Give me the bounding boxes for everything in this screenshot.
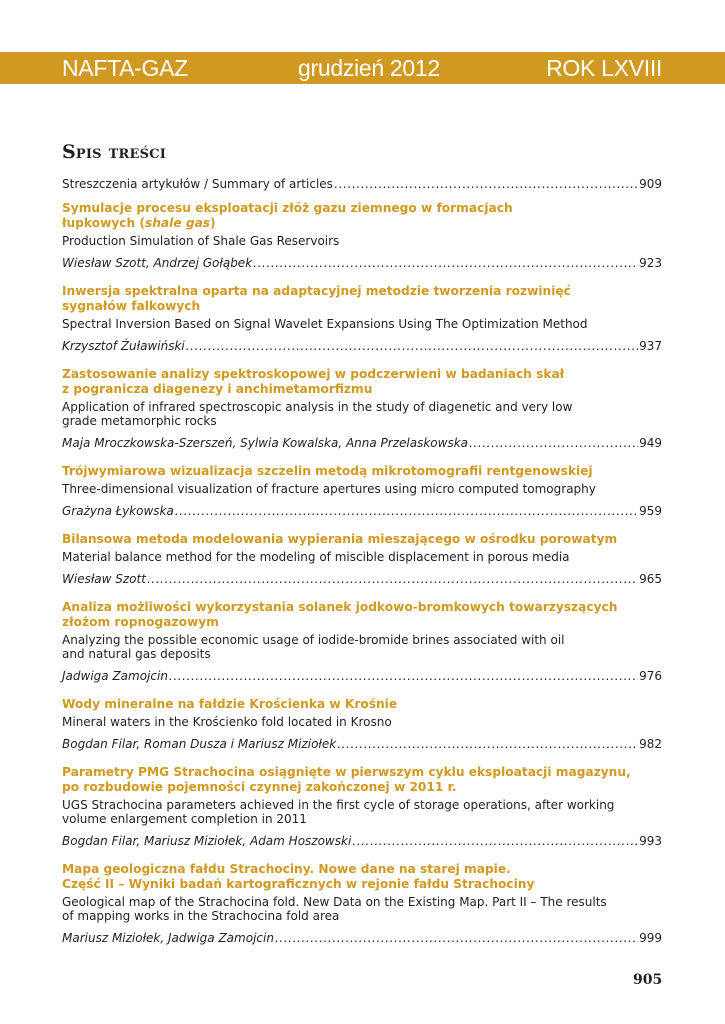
page-ref: 923: [639, 256, 662, 270]
page-ref: 949: [639, 436, 662, 450]
article-title-pl: Bilansowa metoda modelowania wypierania mieszającego w ośrodku porowatym: [62, 532, 618, 546]
article-title-en: Material balance method for the modeling of miscible displacement in porous media: [62, 550, 570, 564]
author-row: [62, 436, 662, 450]
article-authors: Grażyna Łykowska: [62, 504, 174, 518]
author-row: [62, 834, 662, 848]
toc-heading: Spis treści: [62, 141, 166, 163]
issue-date: grudzień 2012: [298, 55, 440, 81]
toc-entry[interactable]: [62, 284, 662, 353]
article-authors: Wiesław Szott, Andrzej Gołąbek: [62, 256, 253, 270]
article-title-pl: Parametry PMG Strachocina osiągnięte w pierwszym cyklu eksploatacji magazynu, po rozbudowie pojemności czynnej zakończonej w 2011 r.: [62, 765, 631, 794]
article-authors: Jadwiga Zamojcin: [62, 669, 168, 683]
journal-header-banner: [0, 52, 725, 84]
page-ref: 965: [639, 572, 662, 586]
dot-leader: [147, 572, 638, 586]
table-of-contents: [62, 177, 662, 945]
toc-entry[interactable]: [62, 697, 662, 751]
article-authors: Mariusz Miziołek, Jadwiga Zamojcin: [62, 931, 274, 945]
page-ref: 959: [639, 504, 662, 518]
article-authors: Bogdan Filar, Roman Dusza i Mariusz Miziołek: [62, 737, 337, 751]
article-title-en: Spectral Inversion Based on Signal Wavelet Expansions Using The Optimization Method: [62, 317, 588, 331]
author-row: [62, 737, 662, 751]
author-row: [62, 931, 662, 945]
toc-entry[interactable]: [62, 862, 662, 945]
article-authors: Krzysztof Żuławiński: [62, 339, 185, 353]
toc-entry[interactable]: [62, 600, 662, 683]
toc-entry[interactable]: [62, 532, 662, 586]
article-title-en: Three-dimensional visualization of fracture apertures using micro computed tomography: [62, 482, 596, 496]
dot-leader: [334, 177, 638, 191]
page-ref: 937: [639, 339, 662, 353]
toc-entry[interactable]: [62, 201, 662, 270]
dot-leader: [275, 931, 638, 945]
article-title-en: Mineral waters in the Krościenko fold located in Krosno: [62, 715, 392, 729]
dot-leader: [352, 834, 638, 848]
dot-leader: [169, 669, 638, 683]
dot-leader: [186, 339, 638, 353]
title-pl-part: ): [210, 216, 216, 230]
article-title-en: Production Simulation of Shale Gas Reservoirs: [62, 234, 340, 248]
dot-leader: [175, 504, 638, 518]
author-row: [62, 339, 662, 353]
article-title-pl: Trójwymiarowa wizualizacja szczelin metodą mikrotomografii rentgenowskiej: [62, 464, 593, 478]
toc-entry[interactable]: [62, 765, 662, 848]
article-authors: Maja Mroczkowska-Szerszeń, Sylwia Kowalska, Anna Przelaskowska: [62, 436, 469, 450]
summary-row[interactable]: [62, 177, 662, 191]
toc-entry[interactable]: [62, 367, 662, 450]
author-row: [62, 504, 662, 518]
dot-leader: [337, 737, 638, 751]
author-row: [62, 572, 662, 586]
article-title-pl: Wody mineralne na fałdzie Krościenka w Krośnie: [62, 697, 398, 711]
author-row: [62, 669, 662, 683]
article-title-pl: Inwersja spektralna oparta na adaptacyjnej metodzie tworzenia rozwinięć sygnałów falkowych: [62, 284, 571, 313]
page-ref: 976: [639, 669, 662, 683]
article-title-pl: Analiza możliwości wykorzystania solanek jodkowo-bromkowych towarzyszących złożom ropnogazowym: [62, 600, 618, 629]
journal-name: NAFTA-GAZ: [62, 55, 188, 81]
article-title-en: Geological map of the Strachocina fold. New Data on the Existing Map. Part II – The results of mapping works in the Strachocina fold area: [62, 895, 607, 923]
article-authors: Wiesław Szott: [62, 572, 146, 586]
page-ref: 909: [639, 177, 662, 191]
journal-volume-year: ROK LXVIII: [546, 55, 662, 81]
title-pl-emphasis: shale gas: [145, 216, 211, 230]
article-title-pl: Zastosowanie analizy spektroskopowej w podczerwieni w badaniach skał z pogranicza diagenezy i anchimetamorfizmu: [62, 367, 565, 396]
article-title-en: UGS Strachocina parameters achieved in the first cycle of storage operations, after working volume enlargement completion in 2011: [62, 798, 615, 826]
article-title-en: Analyzing the possible economic usage of iodide-bromide brines associated with oil and natural gas deposits: [62, 633, 565, 661]
article-title-en: Application of infrared spectroscopic analysis in the study of diagenetic and very low grade metamorphic rocks: [62, 400, 573, 428]
article-title-pl: [62, 201, 662, 231]
page-ref: 999: [639, 931, 662, 945]
article-title-pl: Mapa geologiczna fałdu Strachociny. Nowe dane na starej mapie. Część II – Wyniki badań kartograficznych w rejonie fałdu Strachociny: [62, 862, 535, 891]
article-authors: Bogdan Filar, Mariusz Miziołek, Adam Hoszowski: [62, 834, 352, 848]
dot-leader: [253, 256, 638, 270]
toc-entry[interactable]: [62, 464, 662, 518]
author-row: [62, 256, 662, 270]
title-pl-part: Symulacje procesu eksploatacji złóż gazu ziemnego w formacjach łupkowych (: [62, 201, 513, 230]
page-ref: 982: [639, 737, 662, 751]
dot-leader: [469, 436, 638, 450]
page-number: 905: [633, 972, 663, 988]
summary-label: Streszczenia artykułów / Summary of articles: [62, 177, 333, 191]
page-ref: 993: [639, 834, 662, 848]
